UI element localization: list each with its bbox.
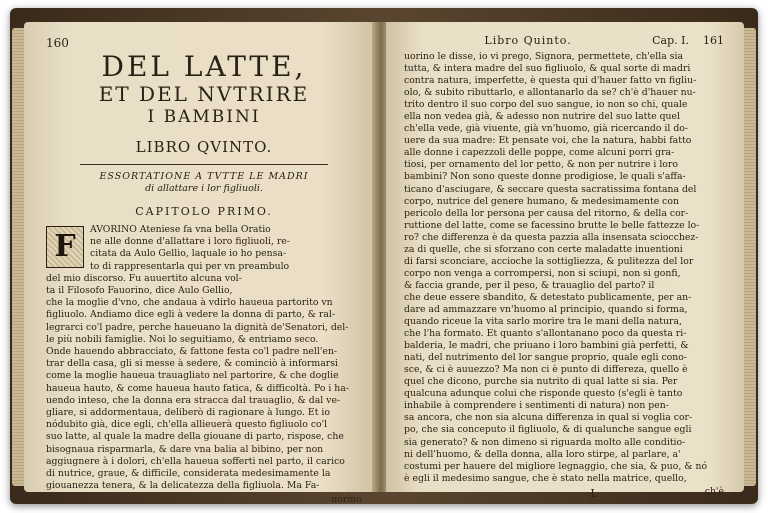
right-page xyxy=(386,22,744,500)
text-line: ta il Filosofo Fauorino, dice Aulo Gellio, xyxy=(46,285,233,297)
text-line: to di rappresentarla qui per vn preambulo xyxy=(90,260,290,272)
right-body-text xyxy=(404,51,724,485)
drop-cap-letter: F xyxy=(54,229,76,264)
decorated-initial xyxy=(46,226,84,268)
text-line: è egli il medesimo sangue, che è stato nella matrice, quello, xyxy=(404,472,687,484)
text-line: legrarci co'l padre, perche haueuano la dignità de'Senatori, del- xyxy=(46,321,349,333)
text-line: alle donne i capezzoli delle poppe, come alcuni porri gra- xyxy=(404,147,675,159)
text-line: sia generato? & non dimeno si riguarda molto alle conditio- xyxy=(404,436,686,448)
text-line: inhabile à comprendere i sentimenti di natura) non pen- xyxy=(404,400,669,412)
main-title-line-3: I BAMBINI xyxy=(147,107,261,127)
exhortation-line-2: di allattare i lor figliuoli. xyxy=(145,183,263,194)
text-line: tiosi, per ornamento del lor petto, & non per nutrire i loro xyxy=(404,159,678,171)
book-title: LIBRO QVINTO. xyxy=(135,138,273,156)
text-line: pericolo della lor persona per causa del ritorno, & della cor- xyxy=(404,207,689,219)
text-line: ne alle donne d'allattare i loro figliuoli, re- xyxy=(90,236,290,248)
text-line: za di quelle, che si sforzano con certe maladatte inuentioni xyxy=(404,243,683,255)
exhortation-line-1: ESSORTATIONE A TVTTE LE MADRI xyxy=(99,171,309,182)
text-line: ruttione del latte, come se facessino brutte le belle fattezze lo- xyxy=(404,219,700,231)
text-line: trito dentro il suo corpo del suo sangue, io non so chi, quale xyxy=(404,99,688,111)
text-line: balderia, le madri, che priuano i loro bambini già perfetti, & xyxy=(404,340,689,352)
text-line: suo latte, al quale la madre della giouane di parto, rispose, che xyxy=(46,431,344,443)
main-title-line-1: DEL LATTE, xyxy=(101,50,307,83)
text-line: figliuolo. Andiamo dice egli à vedere la donna di parto, & ral- xyxy=(46,309,335,321)
text-line: uendo inteso, che la donna era stracca dal trauaglio, & dal ve- xyxy=(46,394,341,406)
text-line: olo, & subito ributtarlo, e allontanarlo da se? ch'è d'hauer nu- xyxy=(404,87,696,99)
text-line: citata da Aulo Gellio, laquale io ho pensa- xyxy=(90,248,287,260)
text-line: aggiugnere à i dolori, ch'ella haueua sofferti nel parto, il carico xyxy=(46,455,345,467)
text-line: che deue essere sbandito, & detestato publicamente, per an- xyxy=(404,291,692,303)
text-line: ella non vedea già, & adesso non nutrire del suo latte quel xyxy=(404,111,680,123)
chapter-heading: CAPITOLO PRIMO. xyxy=(135,205,273,218)
text-line: po, che sia conceputo il figliuolo, & di qualunche sangue egli xyxy=(404,424,692,436)
text-line: ro? che differenza è da questa pazzia alla insensata sciocchez- xyxy=(404,231,699,243)
text-line: ch'ella vede, già viuente, già vn'huomo, già ricercando il do- xyxy=(404,123,689,135)
text-line: AVORINO Ateniese fa vna bella Oratio xyxy=(90,224,271,235)
text-line: haueua hauto, & come haueua hauto fatica, & difficoltà. Po i ha- xyxy=(46,382,349,394)
text-line: & faccia grande, per il peso, & trauaglio del parto? il xyxy=(404,279,655,291)
page-edges-left xyxy=(12,28,24,486)
text-line: quel che dicono, purche sia nutrito di qual latte si sia. Per xyxy=(404,376,678,388)
open-book xyxy=(10,8,758,504)
running-head-title: Libro Quinto. xyxy=(484,34,572,47)
left-page xyxy=(24,22,376,506)
text-line: nati, del nutrimento del lor sangue proprio, quale egli cono- xyxy=(404,352,687,364)
text-line: bisognaua risparmarla, & dare vna balia al bibino, per non xyxy=(46,443,324,455)
text-line: tutta, & intera madre del suo figliuolo, & qual sorte di madri xyxy=(404,63,691,75)
text-line: ni dell'huomo, & della donna, alla loro stirpe, al parlare, a' xyxy=(404,448,681,460)
title-rule xyxy=(80,164,328,165)
text-line: dare ad ammazzare vn'huomo al principio, quando si forma, xyxy=(404,303,688,315)
text-line: bambini? Non sono queste donne prodigiose, le quali s'affa- xyxy=(404,171,686,183)
text-line: di nutrice, graue, & difficile, considerata medesimamente la xyxy=(46,468,331,480)
text-line: corpo non venga a corrompersi, non si sciupi, non si gonfi, xyxy=(404,267,681,279)
text-line: le più nobili famiglie. Noi lo seguitiamo, & entriamo seco. xyxy=(46,333,319,345)
text-line: del mio discorso. Fu auuertito alcuna vol- xyxy=(46,272,242,284)
text-line: uorino le disse, io vi prego, Signora, permettete, ch'ella sia xyxy=(404,51,684,62)
chapter-reference: Cap. I. xyxy=(652,34,689,47)
text-line: contra natura, imperfette, è questa qui d'hauer fatto vn figliu- xyxy=(404,75,697,87)
main-title-line-2: ET DEL NVTRIRE xyxy=(98,82,310,106)
text-line: quando riceue la vita sarlo morire tra le mani della natura, xyxy=(404,316,682,328)
text-line: nódubito già, dice egli, ch'ella allieuerà questo figliuolo co'l xyxy=(46,419,328,431)
text-line: sce, & ci è auuezzo? Ma non ci è punto di differeza, quello è xyxy=(404,364,688,376)
text-line: ticano d'asciugare, & seccare questa sacratissima fontana del xyxy=(404,183,697,195)
running-head xyxy=(404,34,724,47)
page-number: 161 xyxy=(703,34,724,47)
text-line: gliare, si addormentaua, deliberò di ragionare à lungo. Et io xyxy=(46,407,330,419)
signature-mark: L xyxy=(590,486,598,500)
page-number: 160 xyxy=(46,36,69,50)
page-edges-right xyxy=(744,28,756,486)
text-line: Onde hauendo abbracciato, & fattone festa co'l padre nell'en- xyxy=(46,346,338,358)
catchword: uorino xyxy=(331,494,362,506)
text-line: che la moglie d'vno, che andaua à vdirlo haueua partorito vn xyxy=(46,297,333,309)
text-line: come la moglie haueua trauagliato nel partorire, & che doglie xyxy=(46,370,339,382)
text-line: corpo, nutrice del genere humano, & medesimamente con xyxy=(404,195,679,207)
text-line: giouanezza tenera, & la delicatezza della figliuola. Ma Fa- xyxy=(46,480,320,492)
text-line: sa ancora, che non sia alcuna differenza in qual si voglia cor- xyxy=(404,412,693,424)
text-line: di farsi sconciare, accioche la sottigliezza, & pulitezza del lor xyxy=(404,255,694,267)
text-line: qualcuna adunque colui che risponde questo (s'egli è tanto xyxy=(404,388,683,400)
catchword: ch'è xyxy=(704,485,724,497)
text-line: costumi per hauere del migliore legnaggio, che sia, & puo, & nó xyxy=(404,460,708,472)
left-body-text xyxy=(46,224,362,492)
text-line: uere da sua madre: Et pensate voi, che la natura, habbi fatto xyxy=(404,135,692,147)
text-line: che l'ha formato. Et quanto s'allontanano poco da questa ri- xyxy=(404,328,687,340)
text-line: trar della casa, gli si messe à sedere, & cominciò à informarsi xyxy=(46,358,338,370)
